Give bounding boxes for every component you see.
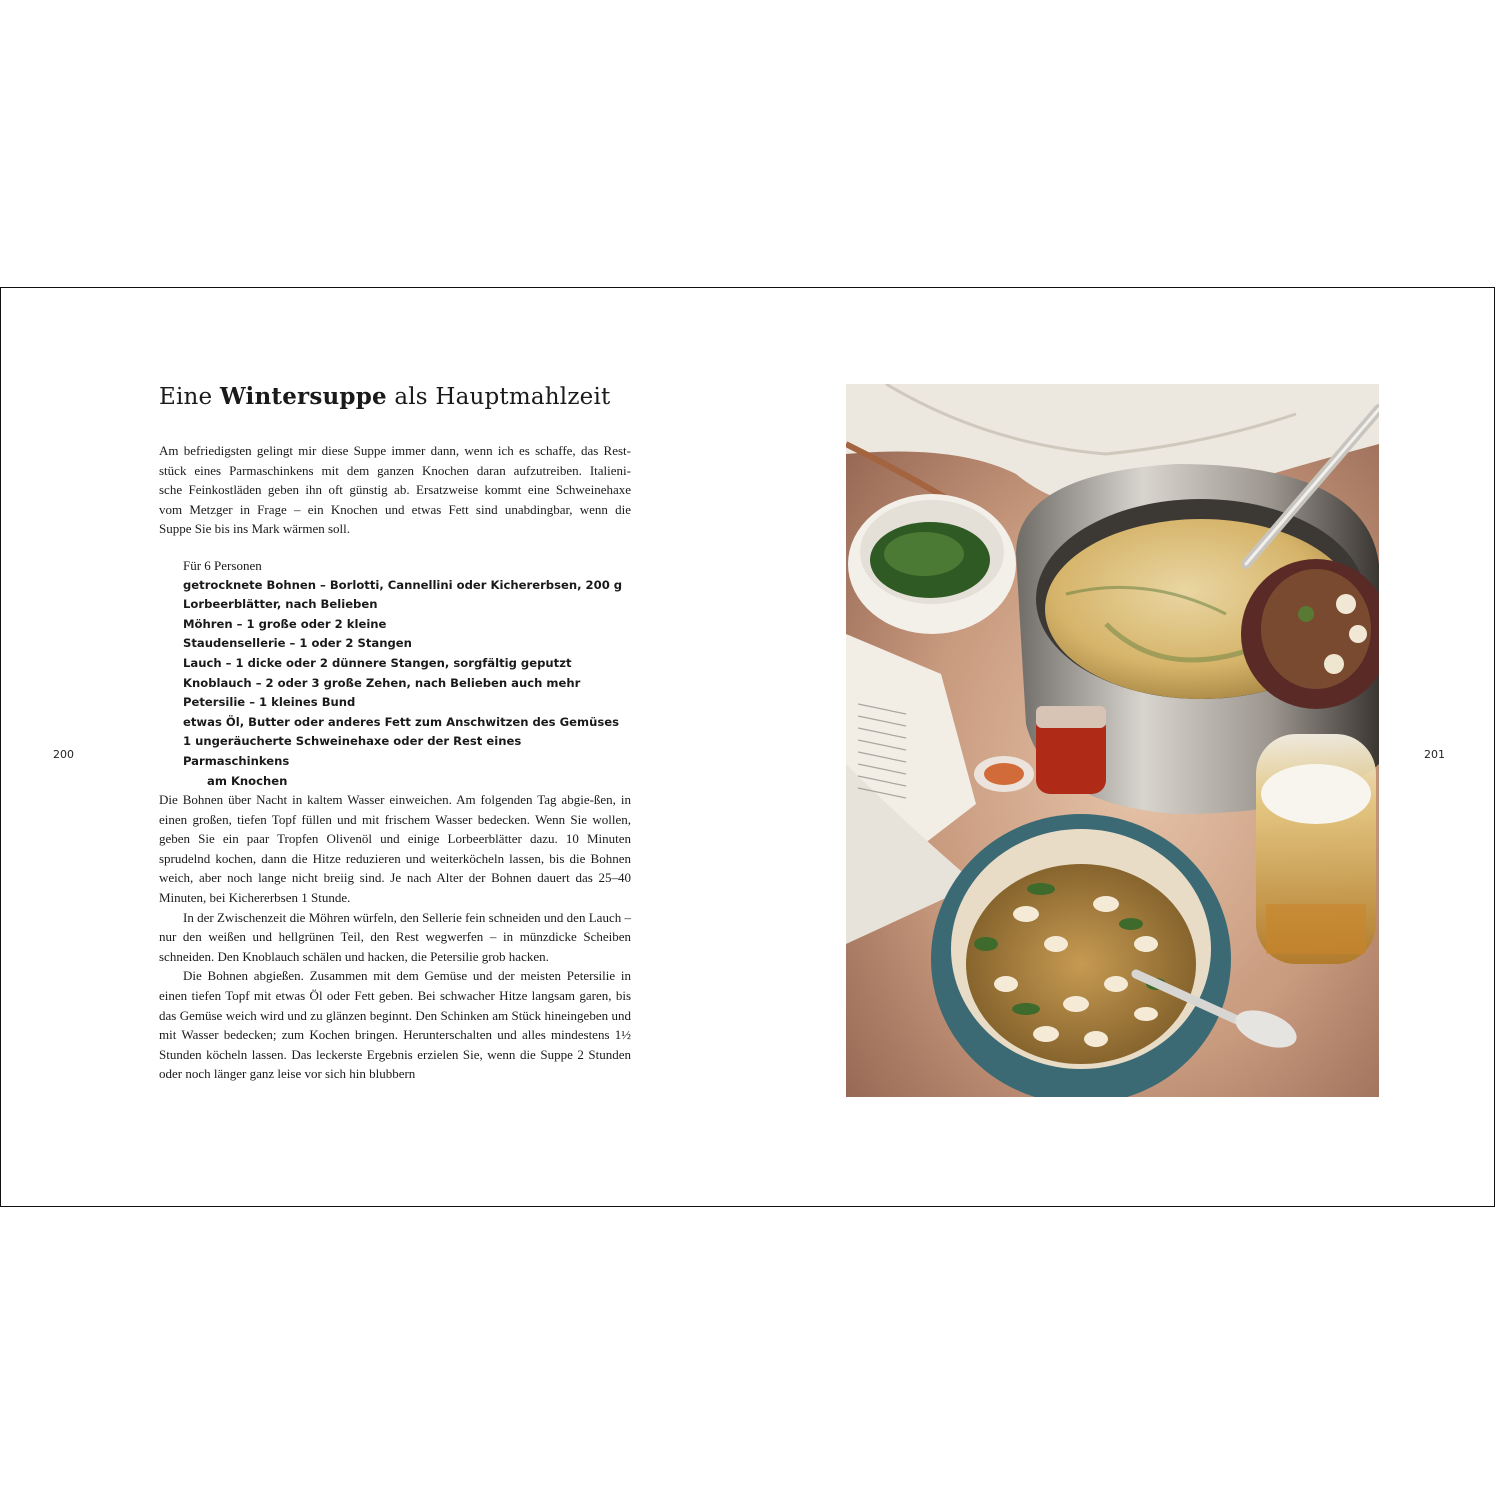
page-number-right: 201 — [1424, 748, 1445, 761]
intro-line: Suppe Sie bis ins Mark wärmen soll. — [159, 521, 351, 537]
intro-line: stück eines Parmaschinkens mit dem ganzen Knochen daran aufzutreiben. Italieni- — [159, 462, 631, 478]
method-text — [159, 790, 631, 1084]
book-spread — [0, 287, 1495, 1207]
ingredient-item: Möhren – 1 große oder 2 kleine — [183, 616, 387, 631]
title-bold: Wintersuppe — [219, 383, 387, 410]
method-paragraph: In der Zwischenzeit die Möhren würfeln, den Sellerie fein schneiden und den Lauch – nur den weißen und hellgrünen Teil, den Rest wegwerfen – in münzdicke Scheiben schneiden. Den Knoblauch schälen und hacken, die Petersilie grob hacken. — [159, 909, 631, 964]
intro-text — [159, 441, 631, 539]
ingredient-list — [183, 556, 623, 791]
ingredient-item: 1 ungeräucherte Schweinehaxe oder der Rest eines Parmaschinkens — [183, 734, 522, 768]
title-post: als Hauptmahlzeit — [386, 384, 611, 410]
method-paragraph: Die Bohnen über Nacht in kaltem Wasser einweichen. Am folgenden Tag abgie-ßen, in einen großen, tiefen Topf füllen und mit frischem Wasser bedecken. Wenn Sie wollen, geben Sie ein paar Tropfen Olivenöl und einige Lorbeerblätter dazu. 10 Minuten sprudelnd kochen, dann die Hitze reduzieren und weiterköcheln lassen, bis die Bohnen weich, aber noch lange nicht breiig sind. Je nach Alter der Bohnen dauert das 25–40 Minuten, bei Kichererbsen 1 Stunde. — [159, 792, 631, 905]
intro-paragraph — [159, 441, 631, 539]
ingredient-item: Petersilie – 1 kleines Bund — [183, 695, 356, 710]
ingredient-item: Staudensellerie – 1 oder 2 Stangen — [183, 636, 412, 651]
ingredient-item: Lorbeerblätter, nach Belieben — [183, 597, 378, 612]
ingredient-item: etwas Öl, Butter oder anderes Fett zum Anschwitzen des Gemüses — [183, 714, 619, 729]
serves-line: Für 6 Personen — [183, 558, 262, 573]
ingredient-item: Lauch – 1 dicke oder 2 dünnere Stangen, sorgfältig geputzt — [183, 655, 572, 670]
soup-photo — [846, 384, 1379, 1097]
recipe-title — [159, 383, 611, 410]
page-number-left: 200 — [53, 748, 74, 761]
title-pre: Eine — [159, 384, 220, 410]
ingredient-item: getrocknete Bohnen – Borlotti, Cannellini oder Kichererbsen, 200 g — [183, 577, 623, 592]
method-paragraph: Die Bohnen abgießen. Zusammen mit dem Gemüse und der meisten Petersilie in einen tiefen Topf mit etwas Öl oder Fett geben. Bei schwacher Hitze langsam garen, bis das Gemüse weich wird und zu glänzen beginnt. Den Schinken am Stück hineingeben und mit Wasser bedecken; zum Kochen bringen. Herunterschalten und alles mindestens 1½ Stunden köcheln lassen. Das leckerste Ergebnis erzielen Sie, wenn die Suppe 2 Stunden oder noch länger ganz leise vor sich hin blubbern — [159, 968, 631, 1082]
ingredient-item: Knoblauch – 2 oder 3 große Zehen, nach Belieben auch mehr — [183, 675, 581, 690]
intro-line: sche Feinkostläden geben ihn oft günstig ab. Ersatzweise kommt eine Schweinehaxe — [159, 482, 631, 498]
intro-line: Am befriedigsten gelingt mir diese Suppe immer dann, wenn ich es schaffe, das Rest- — [159, 443, 631, 458]
intro-line: vom Metzger in Frage – ein Knochen und etwas Fett sind unabdingbar, wenn die — [159, 501, 631, 517]
ingredient-item-continued: am Knochen — [207, 773, 288, 788]
